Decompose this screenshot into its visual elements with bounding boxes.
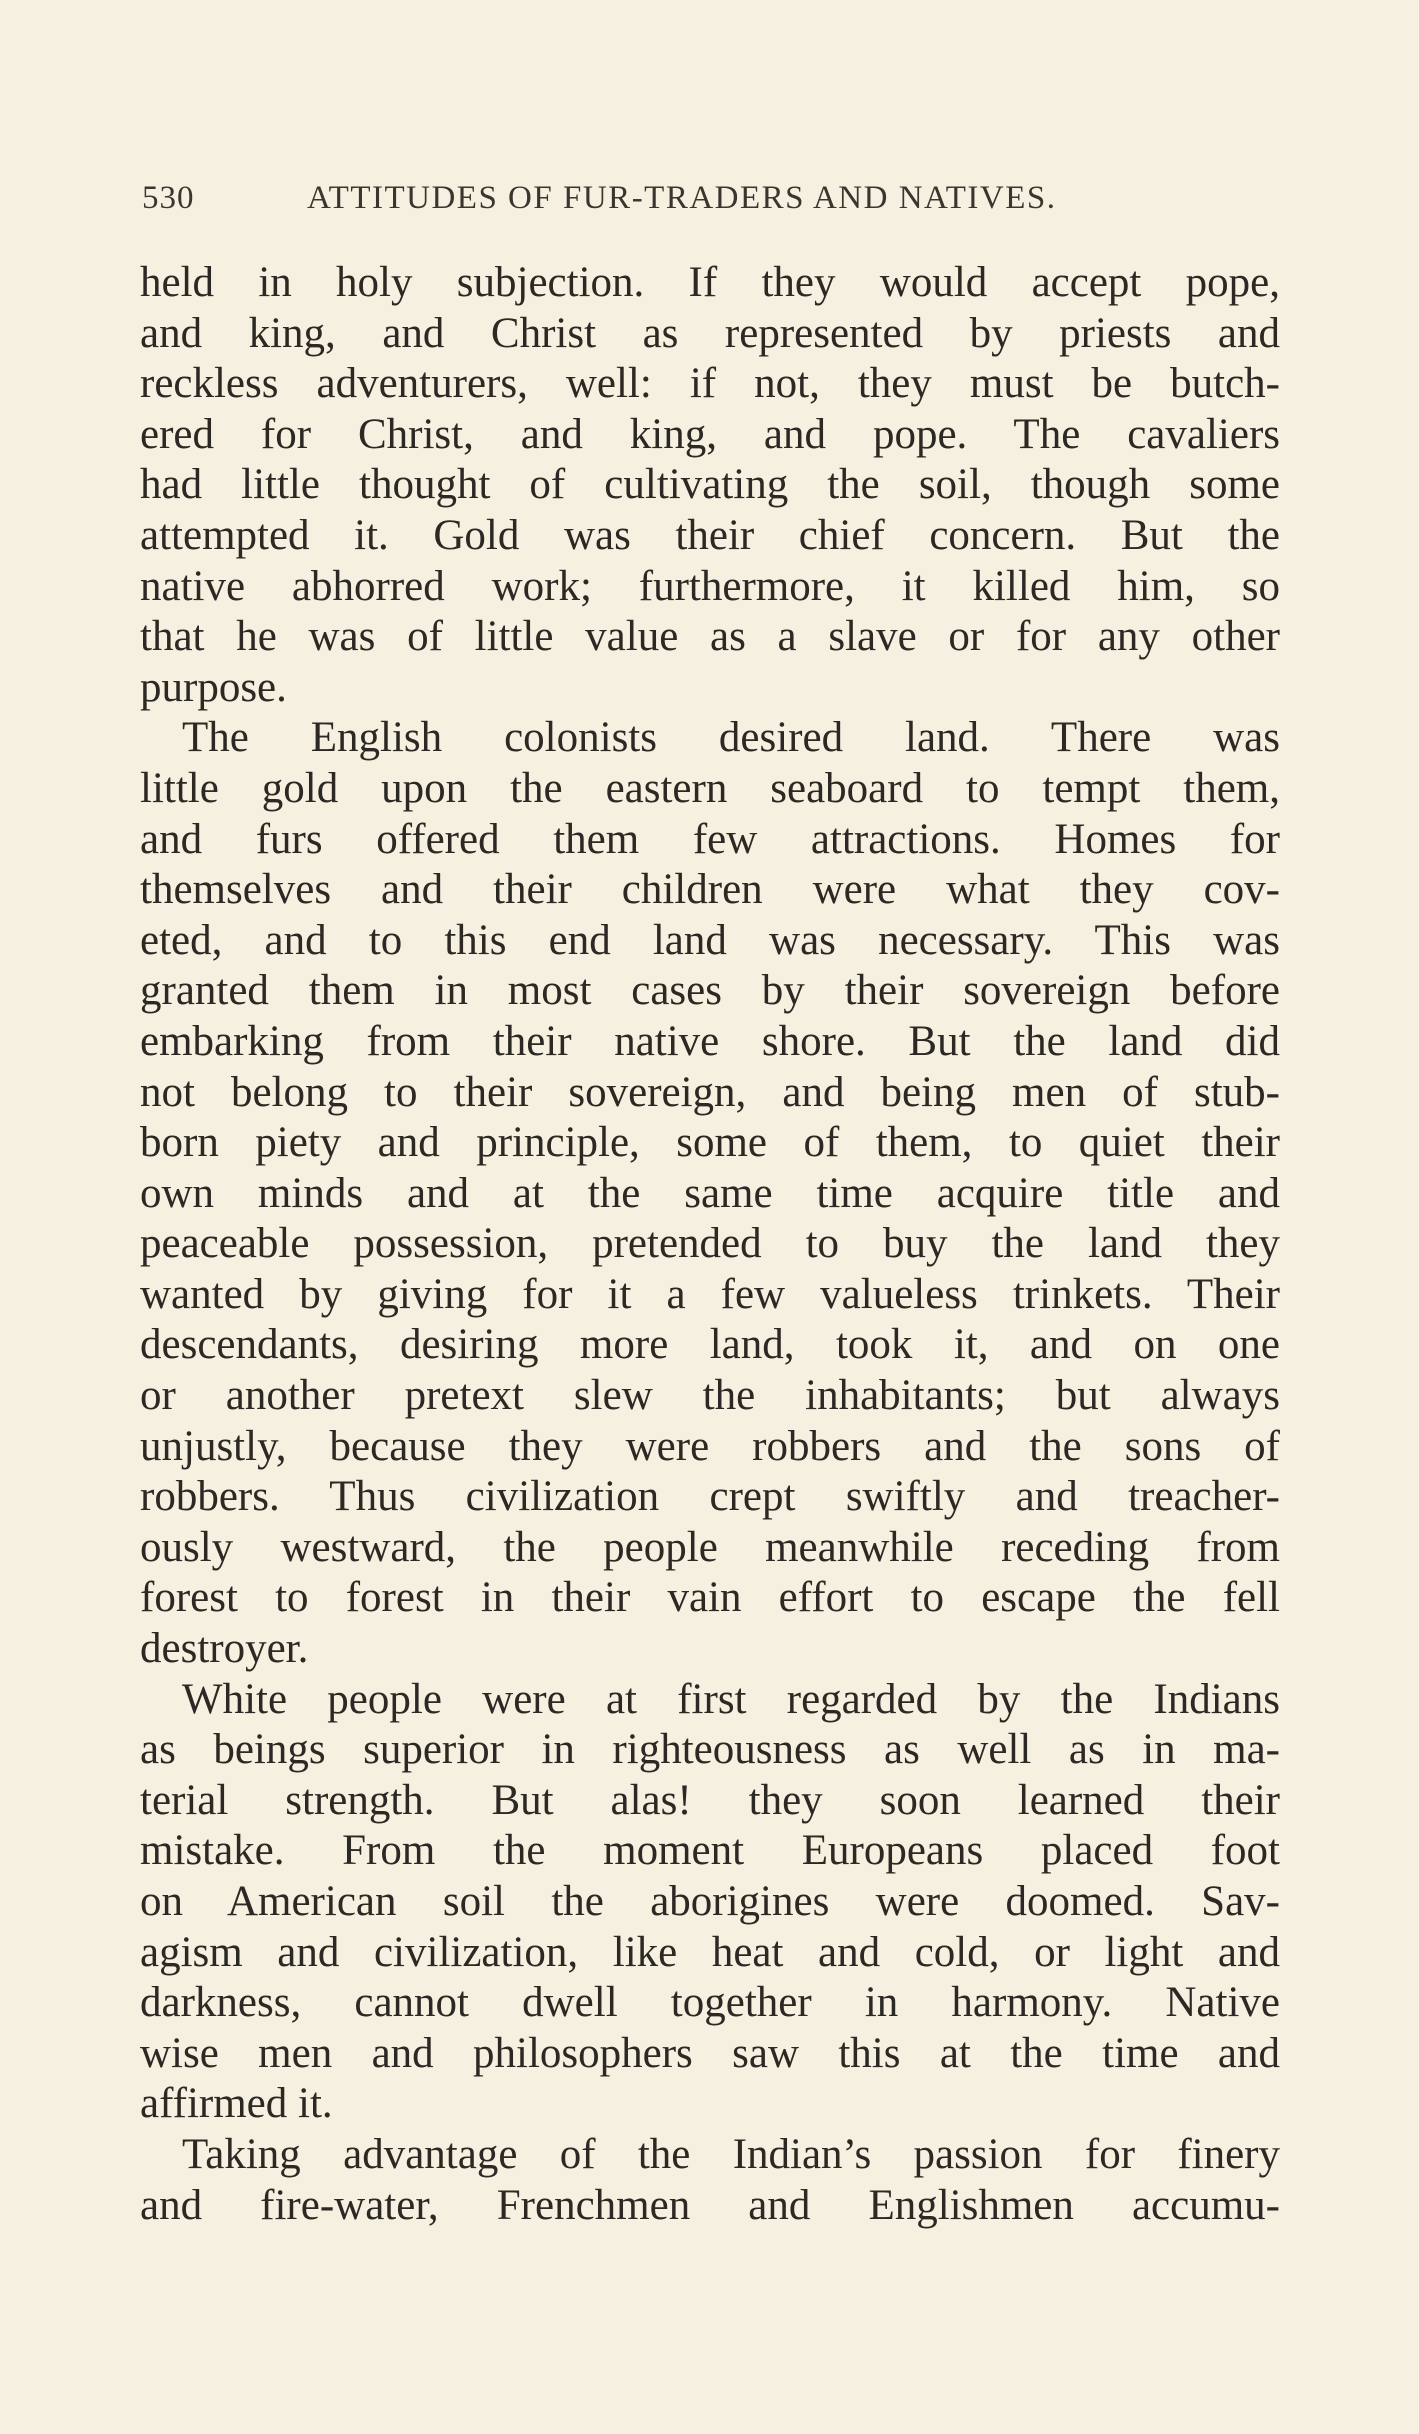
- text-line: that he was of little value as a slave or for any other: [140, 613, 1280, 661]
- text-line: ously westward, the people meanwhile receding from: [140, 1523, 1280, 1571]
- text-line: embarking from their native shore. But the land did: [140, 1017, 1280, 1065]
- running-head: [142, 180, 1277, 224]
- body-text: [140, 258, 1280, 2231]
- text-line: eted, and to this end land was necessary. This was: [140, 916, 1280, 964]
- text-line: peaceable possession, pretended to buy the land they: [140, 1220, 1280, 1268]
- text-line: and fire-water, Frenchmen and Englishmen accumu-: [140, 2181, 1280, 2229]
- text-line: and king, and Christ as represented by priests and: [140, 309, 1280, 357]
- page-number: 530: [142, 180, 195, 216]
- text-line: mistake. From the moment Europeans placed foot: [140, 1827, 1280, 1875]
- text-line: themselves and their children were what they cov-: [140, 866, 1280, 914]
- text-line: reckless adventurers, well: if not, they must be butch-: [140, 360, 1280, 408]
- paragraph: [140, 2130, 1280, 2231]
- text-line: held in holy subjection. If they would accept pope,: [140, 259, 1280, 306]
- paragraph: [140, 258, 1280, 713]
- text-line: native abhorred work; furthermore, it killed him, so: [140, 562, 1280, 610]
- text-line: Taking advantage of the Indian’s passion for finery: [182, 2130, 1280, 2178]
- text-line: purpose.: [140, 663, 287, 711]
- text-line: agism and civilization, like heat and cold, or light and: [140, 1928, 1280, 1976]
- text-line: darkness, cannot dwell together in harmony. Native: [140, 1979, 1280, 2027]
- running-title: ATTITUDES OF FUR-TRADERS AND NATIVES.: [307, 180, 1057, 216]
- text-line: descendants, desiring more land, took it, and on one: [140, 1321, 1280, 1369]
- text-line: terial strength. But alas! they soon learned their: [140, 1776, 1280, 1824]
- text-line: unjustly, because they were robbers and the sons of: [140, 1422, 1280, 1470]
- text-line: granted them in most cases by their sovereign before: [140, 967, 1280, 1015]
- text-line: attempted it. Gold was their chief concern. But the: [140, 511, 1280, 559]
- text-line: wanted by giving for it a few valueless trinkets. Their: [140, 1270, 1280, 1318]
- text-line: or another pretext slew the inhabitants; but always: [140, 1372, 1280, 1420]
- text-line: born piety and principle, some of them, to quiet their: [140, 1119, 1280, 1167]
- text-line: own minds and at the same time acquire title and: [140, 1169, 1280, 1217]
- text-line: The English colonists desired land. There was: [182, 714, 1280, 762]
- paragraph: [140, 713, 1280, 1674]
- text-line: robbers. Thus civilization crept swiftly and treacher-: [140, 1473, 1280, 1521]
- text-line: affirmed it.: [140, 2080, 333, 2128]
- text-line: little gold upon the eastern seaboard to tempt them,: [140, 764, 1280, 812]
- text-line: not belong to their sovereign, and being men of stub-: [140, 1068, 1280, 1116]
- text-line: White people were at first regarded by the Indians: [182, 1675, 1280, 1723]
- paragraph: [140, 1675, 1280, 2130]
- text-line: destroyer.: [140, 1625, 309, 1673]
- text-line: ered for Christ, and king, and pope. The cavaliers: [140, 410, 1280, 458]
- text-line: forest to forest in their vain effort to escape the fell: [140, 1574, 1280, 1622]
- text-line: as beings superior in righteousness as well as in ma-: [140, 1726, 1280, 1774]
- text-line: had little thought of cultivating the soil, though some: [140, 461, 1280, 509]
- text-line: and furs offered them few attractions. Homes for: [140, 815, 1280, 863]
- text-line: on American soil the aborigines were doomed. Sav-: [140, 1878, 1280, 1925]
- text-line: wise men and philosophers saw this at the time and: [140, 2029, 1280, 2077]
